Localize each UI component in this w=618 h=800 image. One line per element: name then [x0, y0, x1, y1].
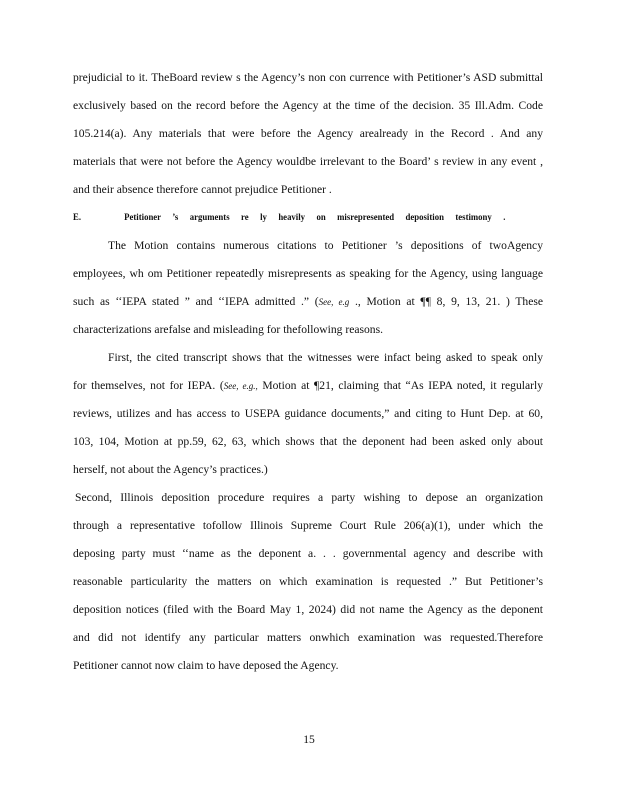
body-line-17: deposing party must ‘‘name as the deponent a. . . governmental agency and describe with	[73, 547, 543, 560]
body-line-10: First, the cited transcript shows that the witnesses were infact being asked to speak only	[108, 351, 543, 364]
see-eg-citation-2: See, e.g.,	[223, 381, 258, 391]
section-heading-letter: E.	[73, 213, 82, 223]
body-line-11-tail: Motion at ¶21, claiming that “As IEPA noted, it regularly	[257, 379, 544, 392]
body-line-3: 105.214(a). Any materials that were before the Agency arealready in the Record . And any	[73, 127, 543, 140]
section-heading-e	[73, 211, 505, 225]
section-heading-text: Petitioner ’s arguments re ly heavily on misrepresented deposition testimony .	[124, 213, 506, 223]
body-line-1: prejudicial to it. TheBoard review s the Agency’s non con currence with Petitioner’s ASD submittal	[73, 71, 543, 84]
body-line-7: employees, wh om Petitioner repeatedly misrepresents as speaking for the Agency, using language	[73, 267, 543, 280]
body-line-8-text: such as ‘‘IEPA stated ” and ‘‘IEPA admitted .” (	[73, 295, 319, 308]
body-line-20: and did not identify any particular matters onwhich examination was requested.Therefore	[73, 631, 543, 644]
body-line-14: herself, not about the Agency’s practices.)	[73, 463, 268, 476]
body-line-4: materials that were not before the Agency wouldbe irrelevant to the Board’ s review in any event ,	[73, 155, 543, 168]
body-line-2: exclusively based on the record before the Agency at the time of the decision. 35 Ill.Adm. Code	[73, 99, 543, 112]
body-line-12: reviews, utilizes and has access to USEPA guidance documents,” and citing to Hunt Dep. at 60,	[73, 407, 543, 420]
body-line-21: Petitioner cannot now claim to have deposed the Agency.	[73, 659, 339, 672]
body-line-8-tail: ., Motion at ¶¶ 8, 9, 13, 21. ) These	[349, 295, 543, 308]
body-line-6: The Motion contains numerous citations to Petitioner ’s depositions of twoAgency	[108, 239, 543, 252]
body-line-9: characterizations arefalse and misleading for thefollowing reasons.	[73, 323, 384, 336]
body-line-18: reasonable particularity the matters on which examination is requested .” But Petitioner’s	[73, 575, 543, 588]
body-line-11-text: for themselves, not for IEPA. (	[73, 379, 224, 392]
page-number: 15	[303, 733, 315, 746]
body-line-19: deposition notices (filed with the Board May 1, 2024) did not name the Agency as the deponent	[73, 603, 543, 616]
body-line-8	[73, 295, 543, 309]
body-line-11	[73, 379, 543, 393]
body-line-13: 103, 104, Motion at pp.59, 62, 63, which shows that the deponent had been asked only about	[73, 435, 543, 448]
body-line-5: and their absence therefore cannot prejudice Petitioner .	[73, 183, 332, 196]
body-line-16: through a representative tofollow Illinois Supreme Court Rule 206(a)(1), under which the	[73, 519, 543, 532]
body-line-15: Second, Illinois deposition procedure requires a party wishing to depose an organization	[75, 491, 543, 504]
see-eg-citation-1: See, e.g	[318, 297, 350, 307]
